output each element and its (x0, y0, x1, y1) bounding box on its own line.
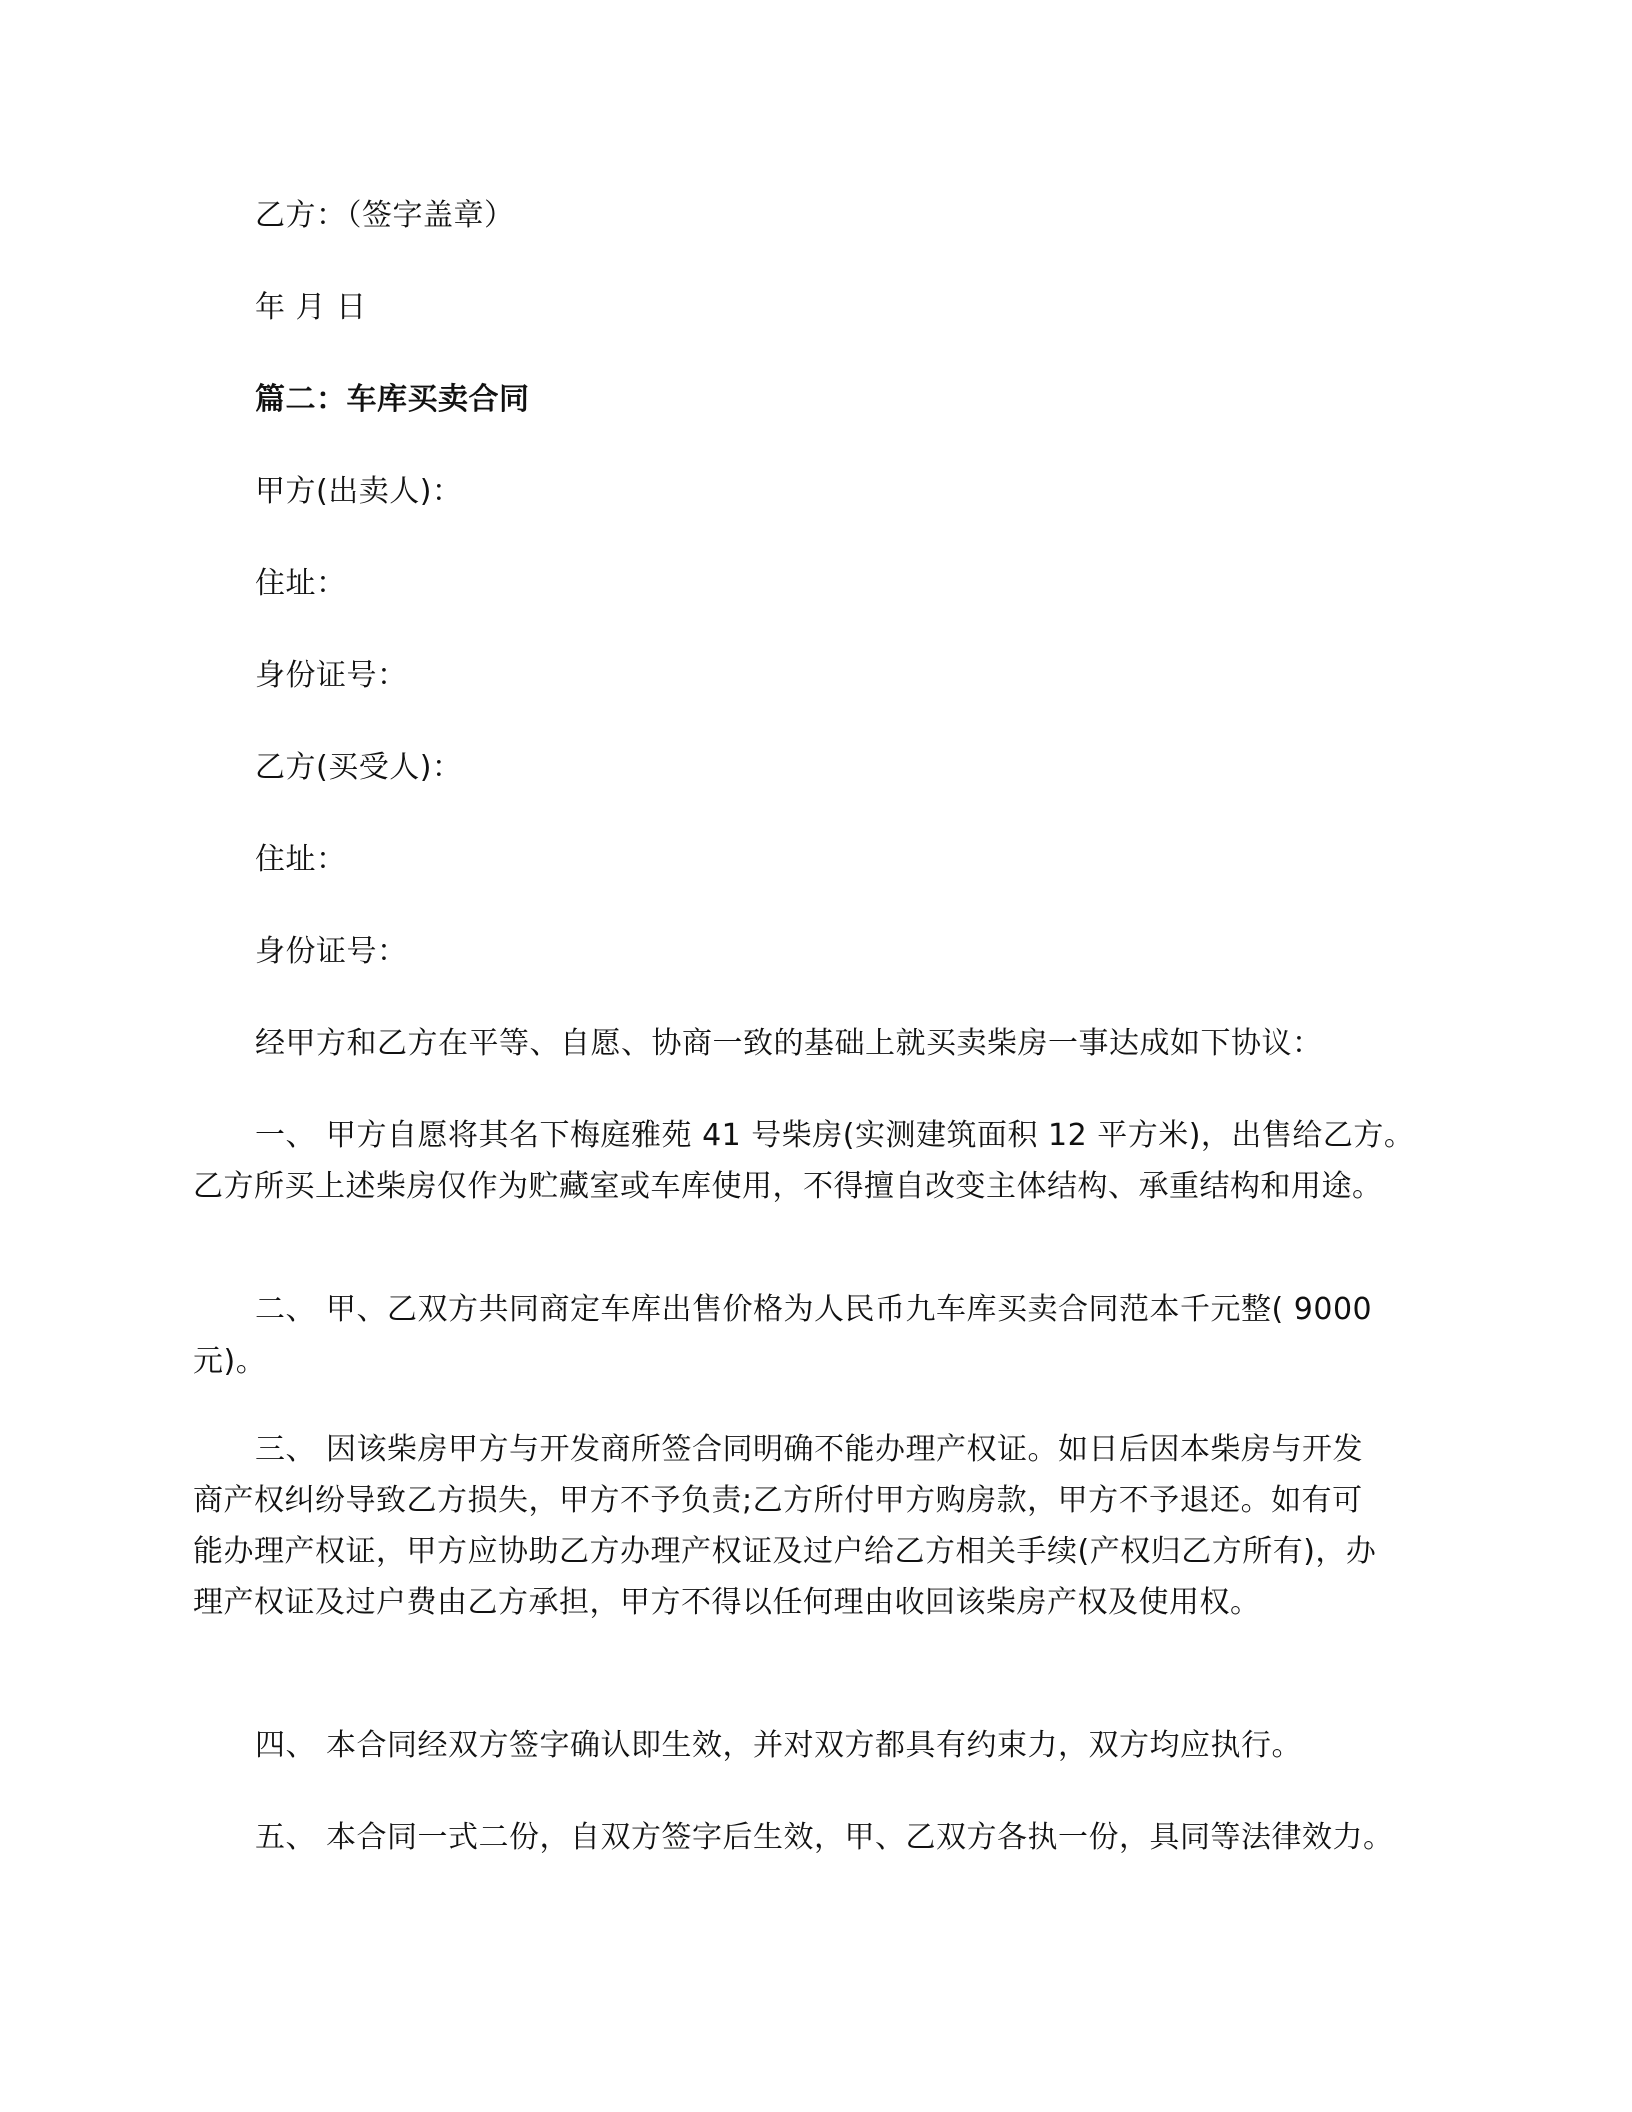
party-b-label: 乙方(买受人)： (255, 750, 463, 785)
party-a-address: 住址： (255, 566, 347, 601)
party-a-label: 甲方(出卖人)： (255, 474, 463, 509)
clause-3-line-1: 三、 因该柴房甲方与开发商所签合同明确不能办理产权证。如日后因本柴房与开发 (255, 1432, 1364, 1467)
clause-2-line-1: 二、 甲、乙双方共同商定车库出售价格为人民币九车库买卖合同范本千元整( 9000 (255, 1292, 1373, 1327)
party-a-id: 身份证号： (255, 658, 408, 693)
clause-2 (193, 1290, 1433, 1382)
section-title: 篇二：车库买卖合同 (255, 382, 530, 417)
clause-1 (193, 1116, 1433, 1207)
clause-2-line-2: 元)。 (193, 1344, 267, 1379)
party-b-id: 身份证号： (255, 934, 408, 969)
clause-4-line-1: 四、 本合同经双方签字确认即生效，并对双方都具有约束力，双方均应执行。 (255, 1728, 1303, 1763)
party-b-signature-line: 乙方：（签字盖章） (255, 198, 515, 233)
clause-3-line-3: 能办理产权证，甲方应协助乙方办理产权证及过户给乙方相关手续(产权归乙方所有)，办 (193, 1534, 1377, 1569)
clause-5 (193, 1818, 1433, 1858)
clause-5-line-1: 五、 本合同一式二份，自双方签字后生效，甲、乙双方各执一份，具同等法律效力。 (255, 1820, 1394, 1855)
intro-paragraph: 经甲方和乙方在平等、自愿、协商一致的基础上就买卖柴房一事达成如下协议： (255, 1026, 1323, 1061)
clause-3 (193, 1430, 1433, 1623)
clause-1-line-2: 乙方所买上述柴房仅作为贮藏室或车库使用，不得擅自改变主体结构、承重结构和用途。 (193, 1169, 1383, 1204)
party-b-address: 住址： (255, 842, 347, 877)
clause-3-line-2: 商产权纠纷导致乙方损失，甲方不予负责;乙方所付甲方购房款，甲方不予退还。如有可 (193, 1483, 1363, 1518)
clause-3-line-4: 理产权证及过户费由乙方承担，甲方不得以任何理由收回该柴房产权及使用权。 (193, 1585, 1261, 1620)
date-line: 年 月 日 (255, 290, 367, 325)
clause-1-line-1: 一、 甲方自愿将其名下梅庭雅苑 41 号柴房(实测建筑面积 12 平方米)，出售给乙方。 (255, 1118, 1415, 1153)
clause-4 (193, 1726, 1433, 1766)
